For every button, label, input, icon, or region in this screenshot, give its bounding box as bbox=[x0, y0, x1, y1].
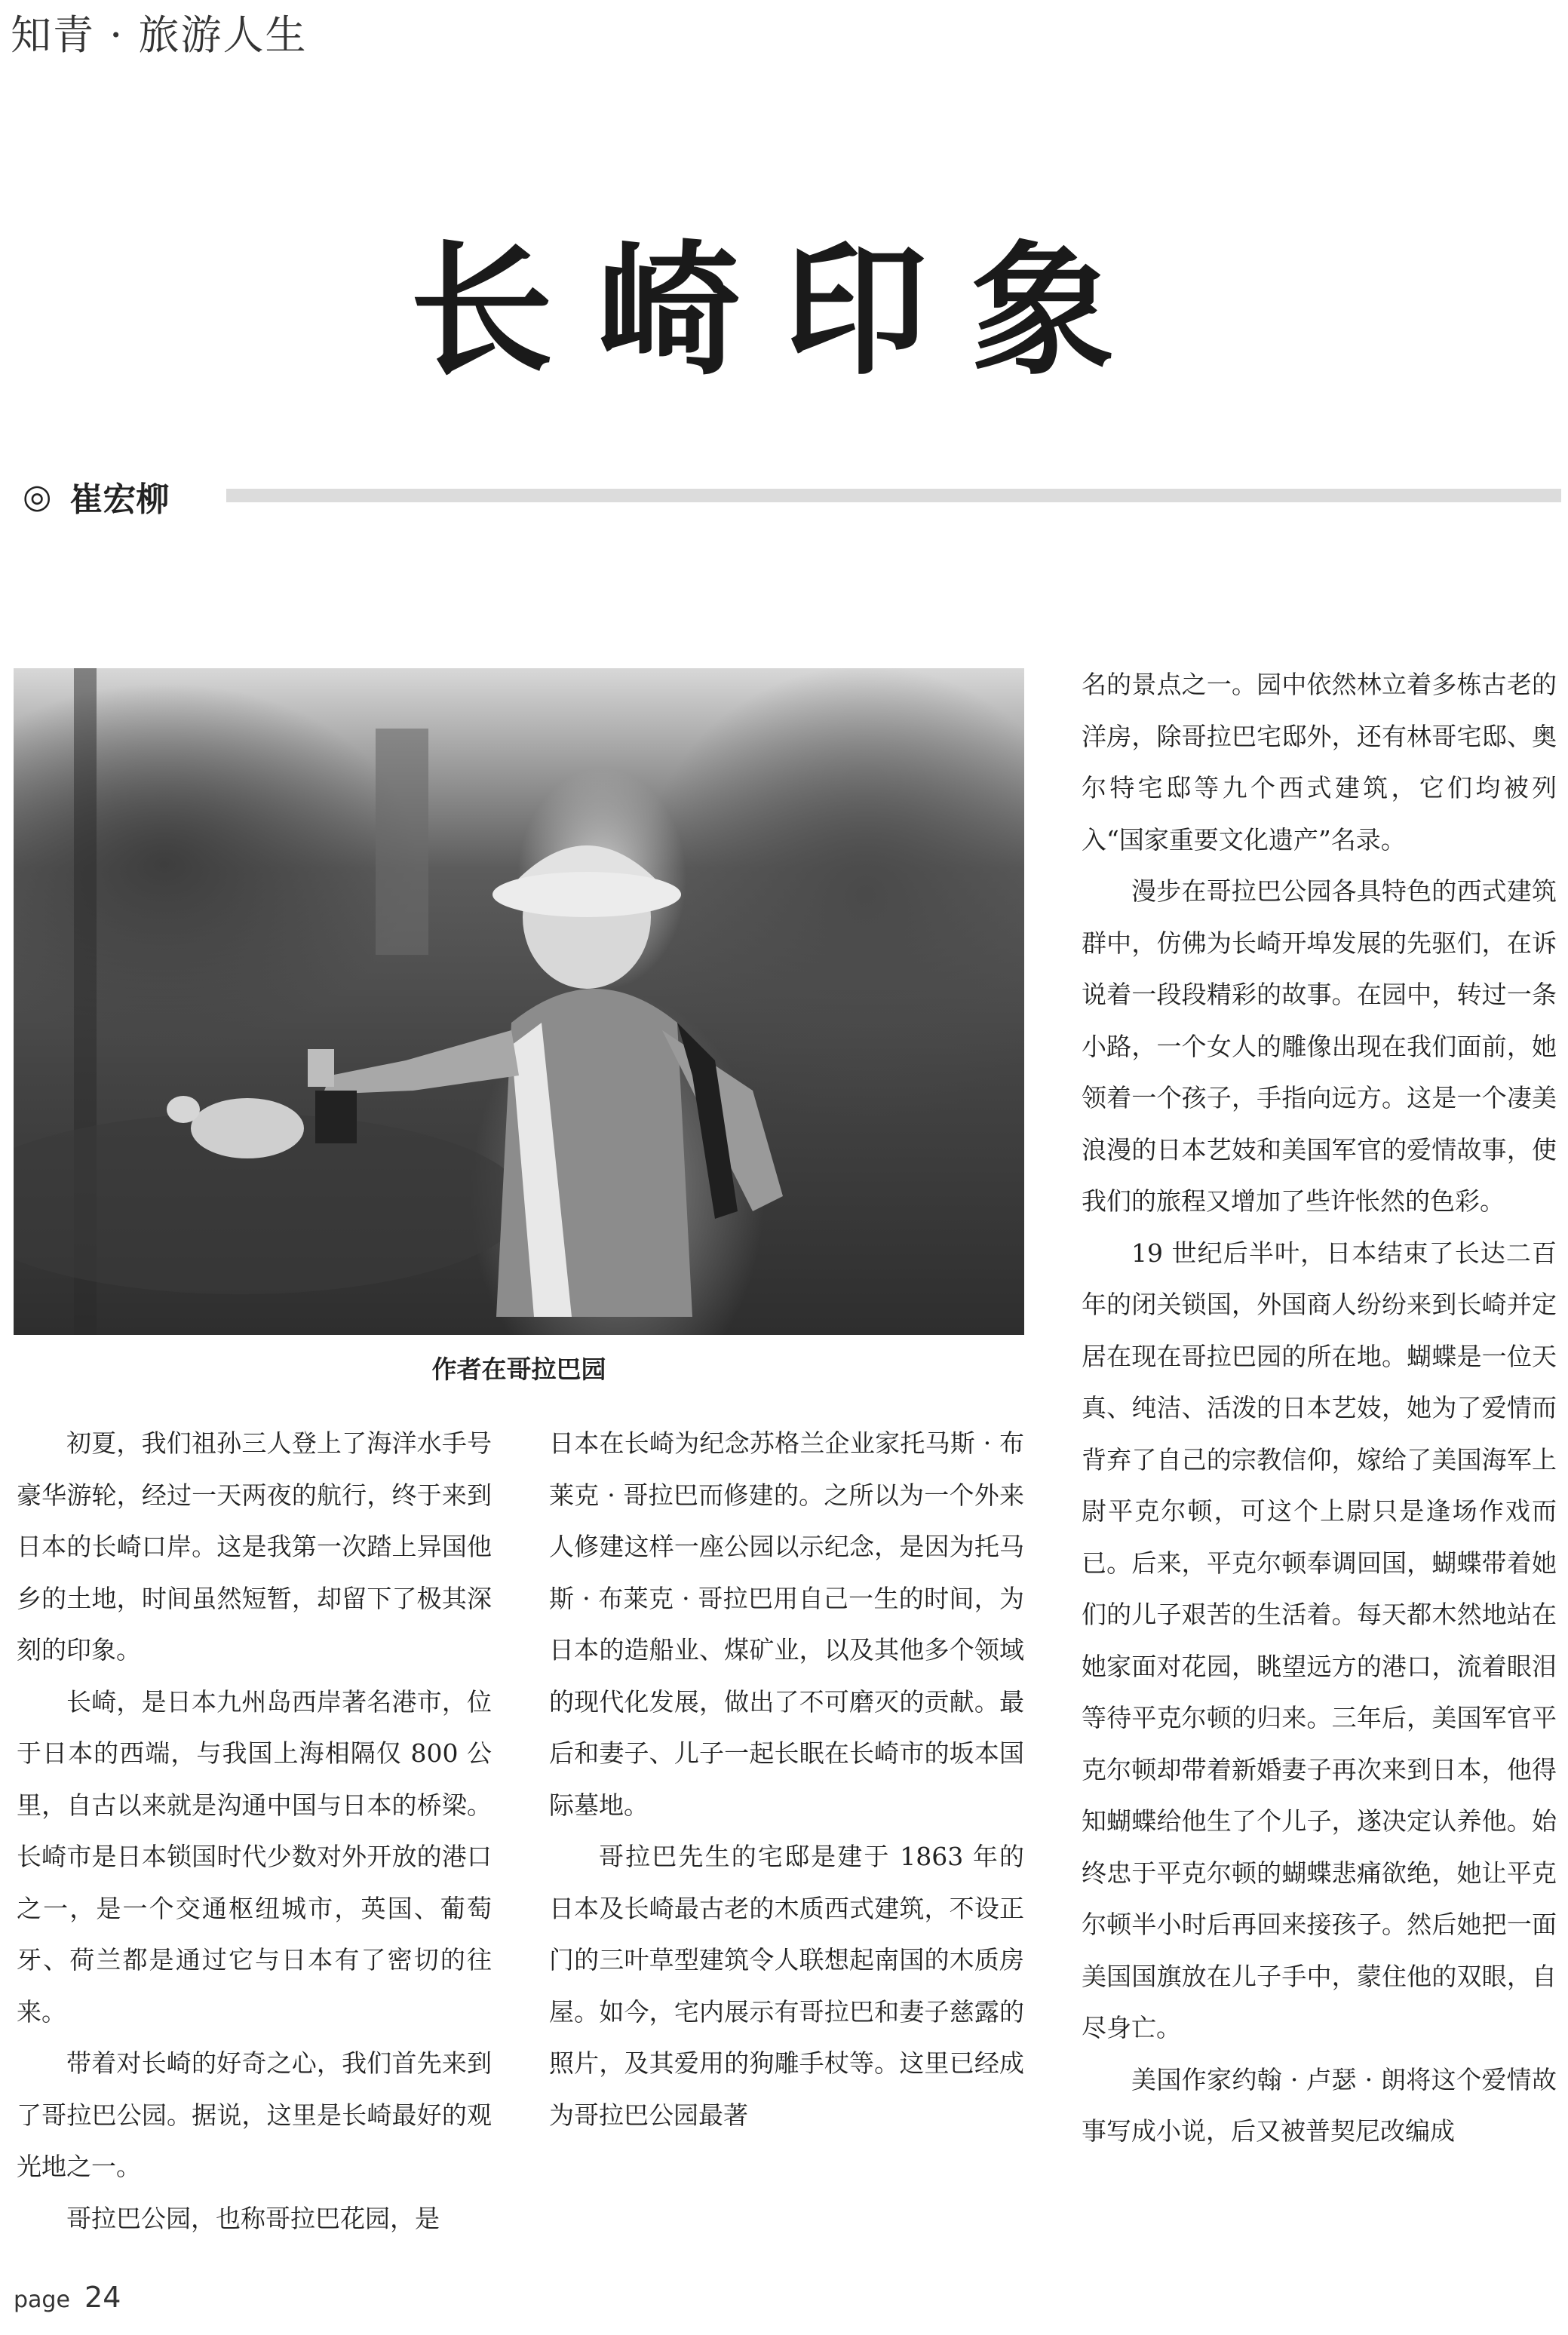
article-title: 长崎印象 bbox=[410, 228, 1158, 394]
text-column-1 bbox=[17, 1418, 492, 2244]
paragraph: 名的景点之一。园中依然林立着多栋古老的洋房，除哥拉巴宅邸外，还有林哥宅邸、奥尔特宅邸等九个西式建筑，它们均被列入“国家重要文化遗产”名录。 bbox=[1082, 670, 1557, 855]
author-name: 崔宏柳 bbox=[69, 480, 170, 519]
paragraph: 漫步在哥拉巴公园各具特色的西式建筑群中，仿佛为长崎开埠发展的先驱们，在诉说着一段段精彩的故事。在园中，转过一条小路，一个女人的雕像出现在我们面前，她领着一个孩子，手指向远方。这是一个凄美浪漫的日本艺妓和美国军官的爱情故事，使我们的旅程又增加了些许怅然的色彩。 bbox=[1082, 876, 1557, 1216]
page-number: 24 bbox=[84, 2281, 121, 2314]
byline-mark-icon: ◎ bbox=[23, 477, 52, 516]
text-column-2 bbox=[549, 1418, 1024, 2141]
paragraph: 哥拉巴先生的宅邸是建于 1863 年的日本及长崎最古老的木质西式建筑，不设正门的三叶草型建筑令人联想起南国的木质房屋。如今，宅内展示有哥拉巴和妻子慈露的照片，及其爱用的狗雕手杖等。这里已经成为哥拉巴公园最著 bbox=[549, 1842, 1024, 2130]
page-footer bbox=[14, 2281, 121, 2314]
page-label: page bbox=[14, 2287, 70, 2313]
paragraph: 带着对长崎的好奇之心，我们首先来到了哥拉巴公园。据说，这里是长崎最好的观光地之一。 bbox=[17, 2048, 492, 2181]
photo-caption: 作者在哥拉巴园 bbox=[431, 1355, 606, 1384]
paragraph: 初夏，我们祖孙三人登上了海洋水手号豪华游轮，经过一天两夜的航行，终于来到日本的长崎口岸。这是我第一次踏上异国他乡的土地，时间虽然短暂，却留下了极其深刻的印象。 bbox=[17, 1428, 492, 1665]
paragraph: 日本在长崎为纪念苏格兰企业家托马斯 · 布莱克 · 哥拉巴而修建的。之所以为一个外来人修建这样一座公园以示纪念，是因为托马斯 · 布莱克 · 哥拉巴用自己一生的时间，为日本的造船业、煤矿业，以及其他多个领域的现代化发展，做出了不可磨灭的贡献。最后和妻子、儿子一起长眠在长崎市的坂本国际墓地。 bbox=[549, 1428, 1024, 1820]
byline bbox=[23, 472, 169, 520]
paragraph: 美国作家约翰 · 卢瑟 · 朗将这个爱情故事写成小说，后又被普契尼改编成 bbox=[1082, 2064, 1557, 2146]
paragraph: 长崎，是日本九州岛西岸著名港市，位于日本的西端，与我国上海相隔仅 800 公里，自古以来就是沟通中国与日本的桥梁。长崎市是日本锁国时代少数对外开放的港口之一，是一个交通枢纽城市，英国、葡萄牙、荷兰都是通过它与日本有了密切的往来。 bbox=[17, 1686, 492, 2027]
author-photo bbox=[14, 668, 1024, 1335]
byline-divider bbox=[226, 489, 1561, 502]
text-column-3 bbox=[1082, 659, 1557, 2158]
paragraph: 哥拉巴公园，也称哥拉巴花园，是 bbox=[66, 2203, 440, 2233]
paragraph: 19 世纪后半叶，日本结束了长达二百年的闭关锁国，外国商人纷纷来到长崎并定居在现在哥拉巴园的所在地。蝴蝶是一位天真、纯洁、活泼的日本艺妓，她为了爱情而背弃了自己的宗教信仰，嫁给了美国海军上尉平克尔顿，可这个上尉只是逢场作戏而已。后来，平克尔顿奉调回国，蝴蝶带着她们的儿子艰苦的生活着。每天都木然地站在她家面对花园，眺望远方的港口，流着眼泪等待平克尔顿的归来。三年后，美国军官平克尔顿却带着新婚妻子再次来到日本，他得知蝴蝶给他生了个儿子，遂决定认养他。始终忠于平克尔顿的蝴蝶悲痛欲绝，她让平克尔顿半小时后再回来接孩子。然后她把一面美国国旗放在儿子手中，蒙住他的双眼，自尽身亡。 bbox=[1082, 1238, 1557, 2042]
section-header: 知青 · 旅游人生 bbox=[11, 11, 308, 59]
